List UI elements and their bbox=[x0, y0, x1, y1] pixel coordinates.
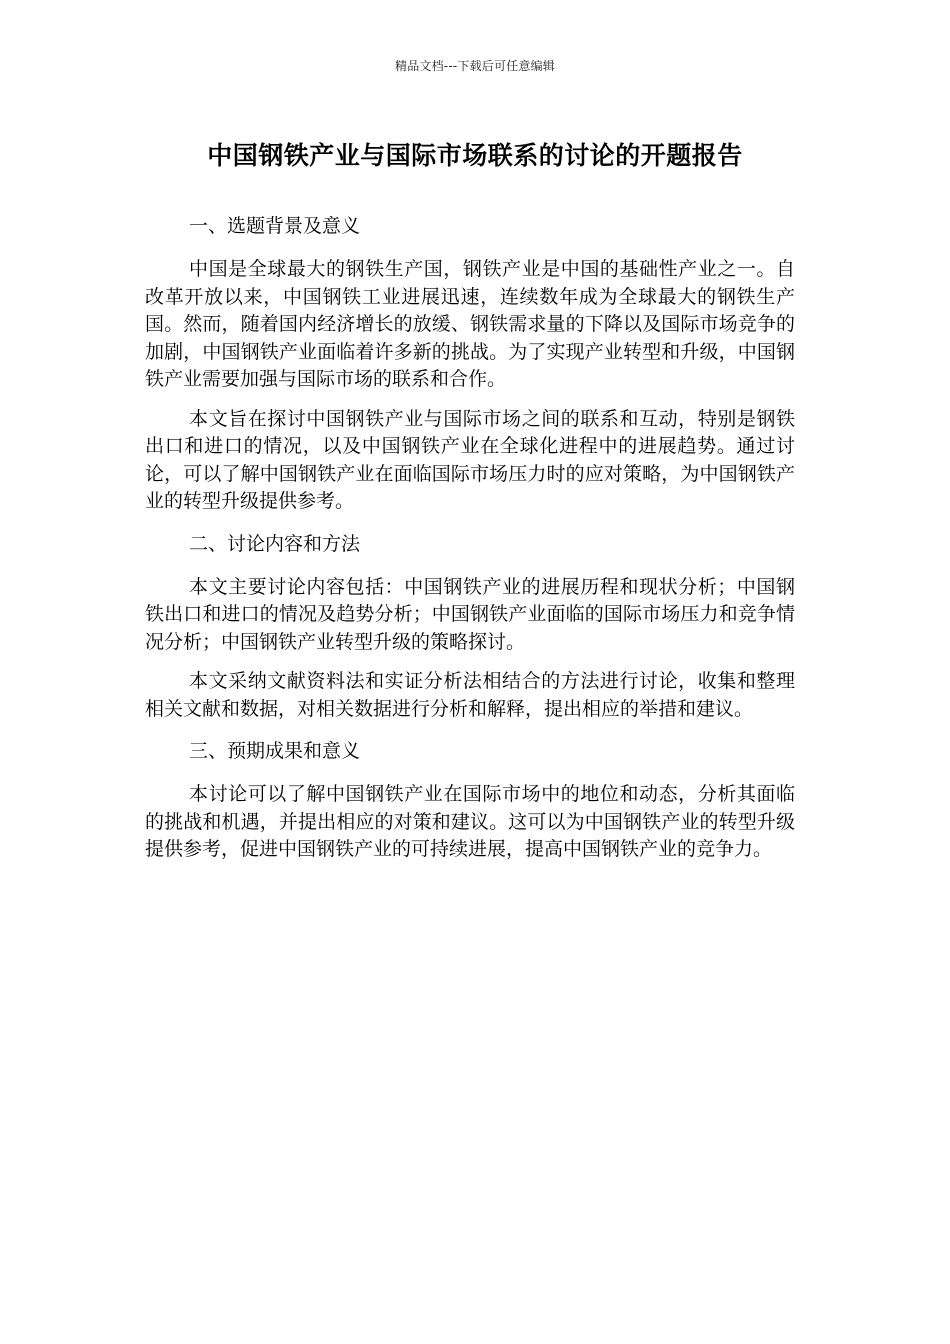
paragraph: 本讨论可以了解中国钢铁产业在国际市场中的地位和动态，分析其面临的挑战和机遇，并提出相应的对策和建议。这可以为中国钢铁产业的转型升级提供参考，促进中国钢铁产业的可持续进展，提高中国钢铁产业的竞争力。 bbox=[145, 783, 795, 860]
document-body bbox=[145, 210, 795, 876]
section-heading: 二、讨论内容和方法 bbox=[189, 532, 361, 555]
section-heading: 一、选题背景及意义 bbox=[189, 215, 361, 237]
paragraph: 本文旨在探讨中国钢铁产业与国际市场之间的联系和互动，特别是钢铁出口和进口的情况，以及中国钢铁产业在全球化进程中的进展趋势。通过讨论，可以了解中国钢铁产业在面临国际市场压力时的应对策略，为中国钢铁产业的转型升级提供参考。 bbox=[145, 407, 795, 512]
paragraph: 中国是全球最大的钢铁生产国，钢铁产业是中国的基础性产业之一。自改革开放以来，中国钢铁工业进展迅速，连续数年成为全球最大的钢铁生产国。然而，随着国内经济增长的放缓、钢铁需求量的下降以及国际市场竞争的加剧，中国钢铁产业面临着许多新的挑战。为了实现产业转型和升级，中国钢铁产业需要加强与国际市场的联系和合作。 bbox=[145, 258, 795, 390]
paragraph: 本文主要讨论内容包括：中国钢铁产业的进展历程和现状分析；中国钢铁出口和进口的情况及趋势分析；中国钢铁产业面临的国际市场压力和竞争情况分析；中国钢铁产业转型升级的策略探讨。 bbox=[145, 575, 795, 653]
document-title: 中国钢铁产业与国际市场联系的讨论的开题报告 bbox=[207, 141, 743, 170]
section-heading: 三、预期成果和意义 bbox=[189, 740, 361, 762]
paragraph: 本文采纳文献资料法和实证分析法相结合的方法进行讨论，收集和整理相关文献和数据，对相关数据进行分析和解释，提出相应的举措和建议。 bbox=[145, 670, 795, 720]
section-content-methods bbox=[145, 528, 795, 724]
section-expected-results bbox=[145, 735, 795, 864]
section-background bbox=[145, 210, 795, 516]
page-header: 精品文档---下载后可任意编辑 bbox=[395, 59, 555, 73]
